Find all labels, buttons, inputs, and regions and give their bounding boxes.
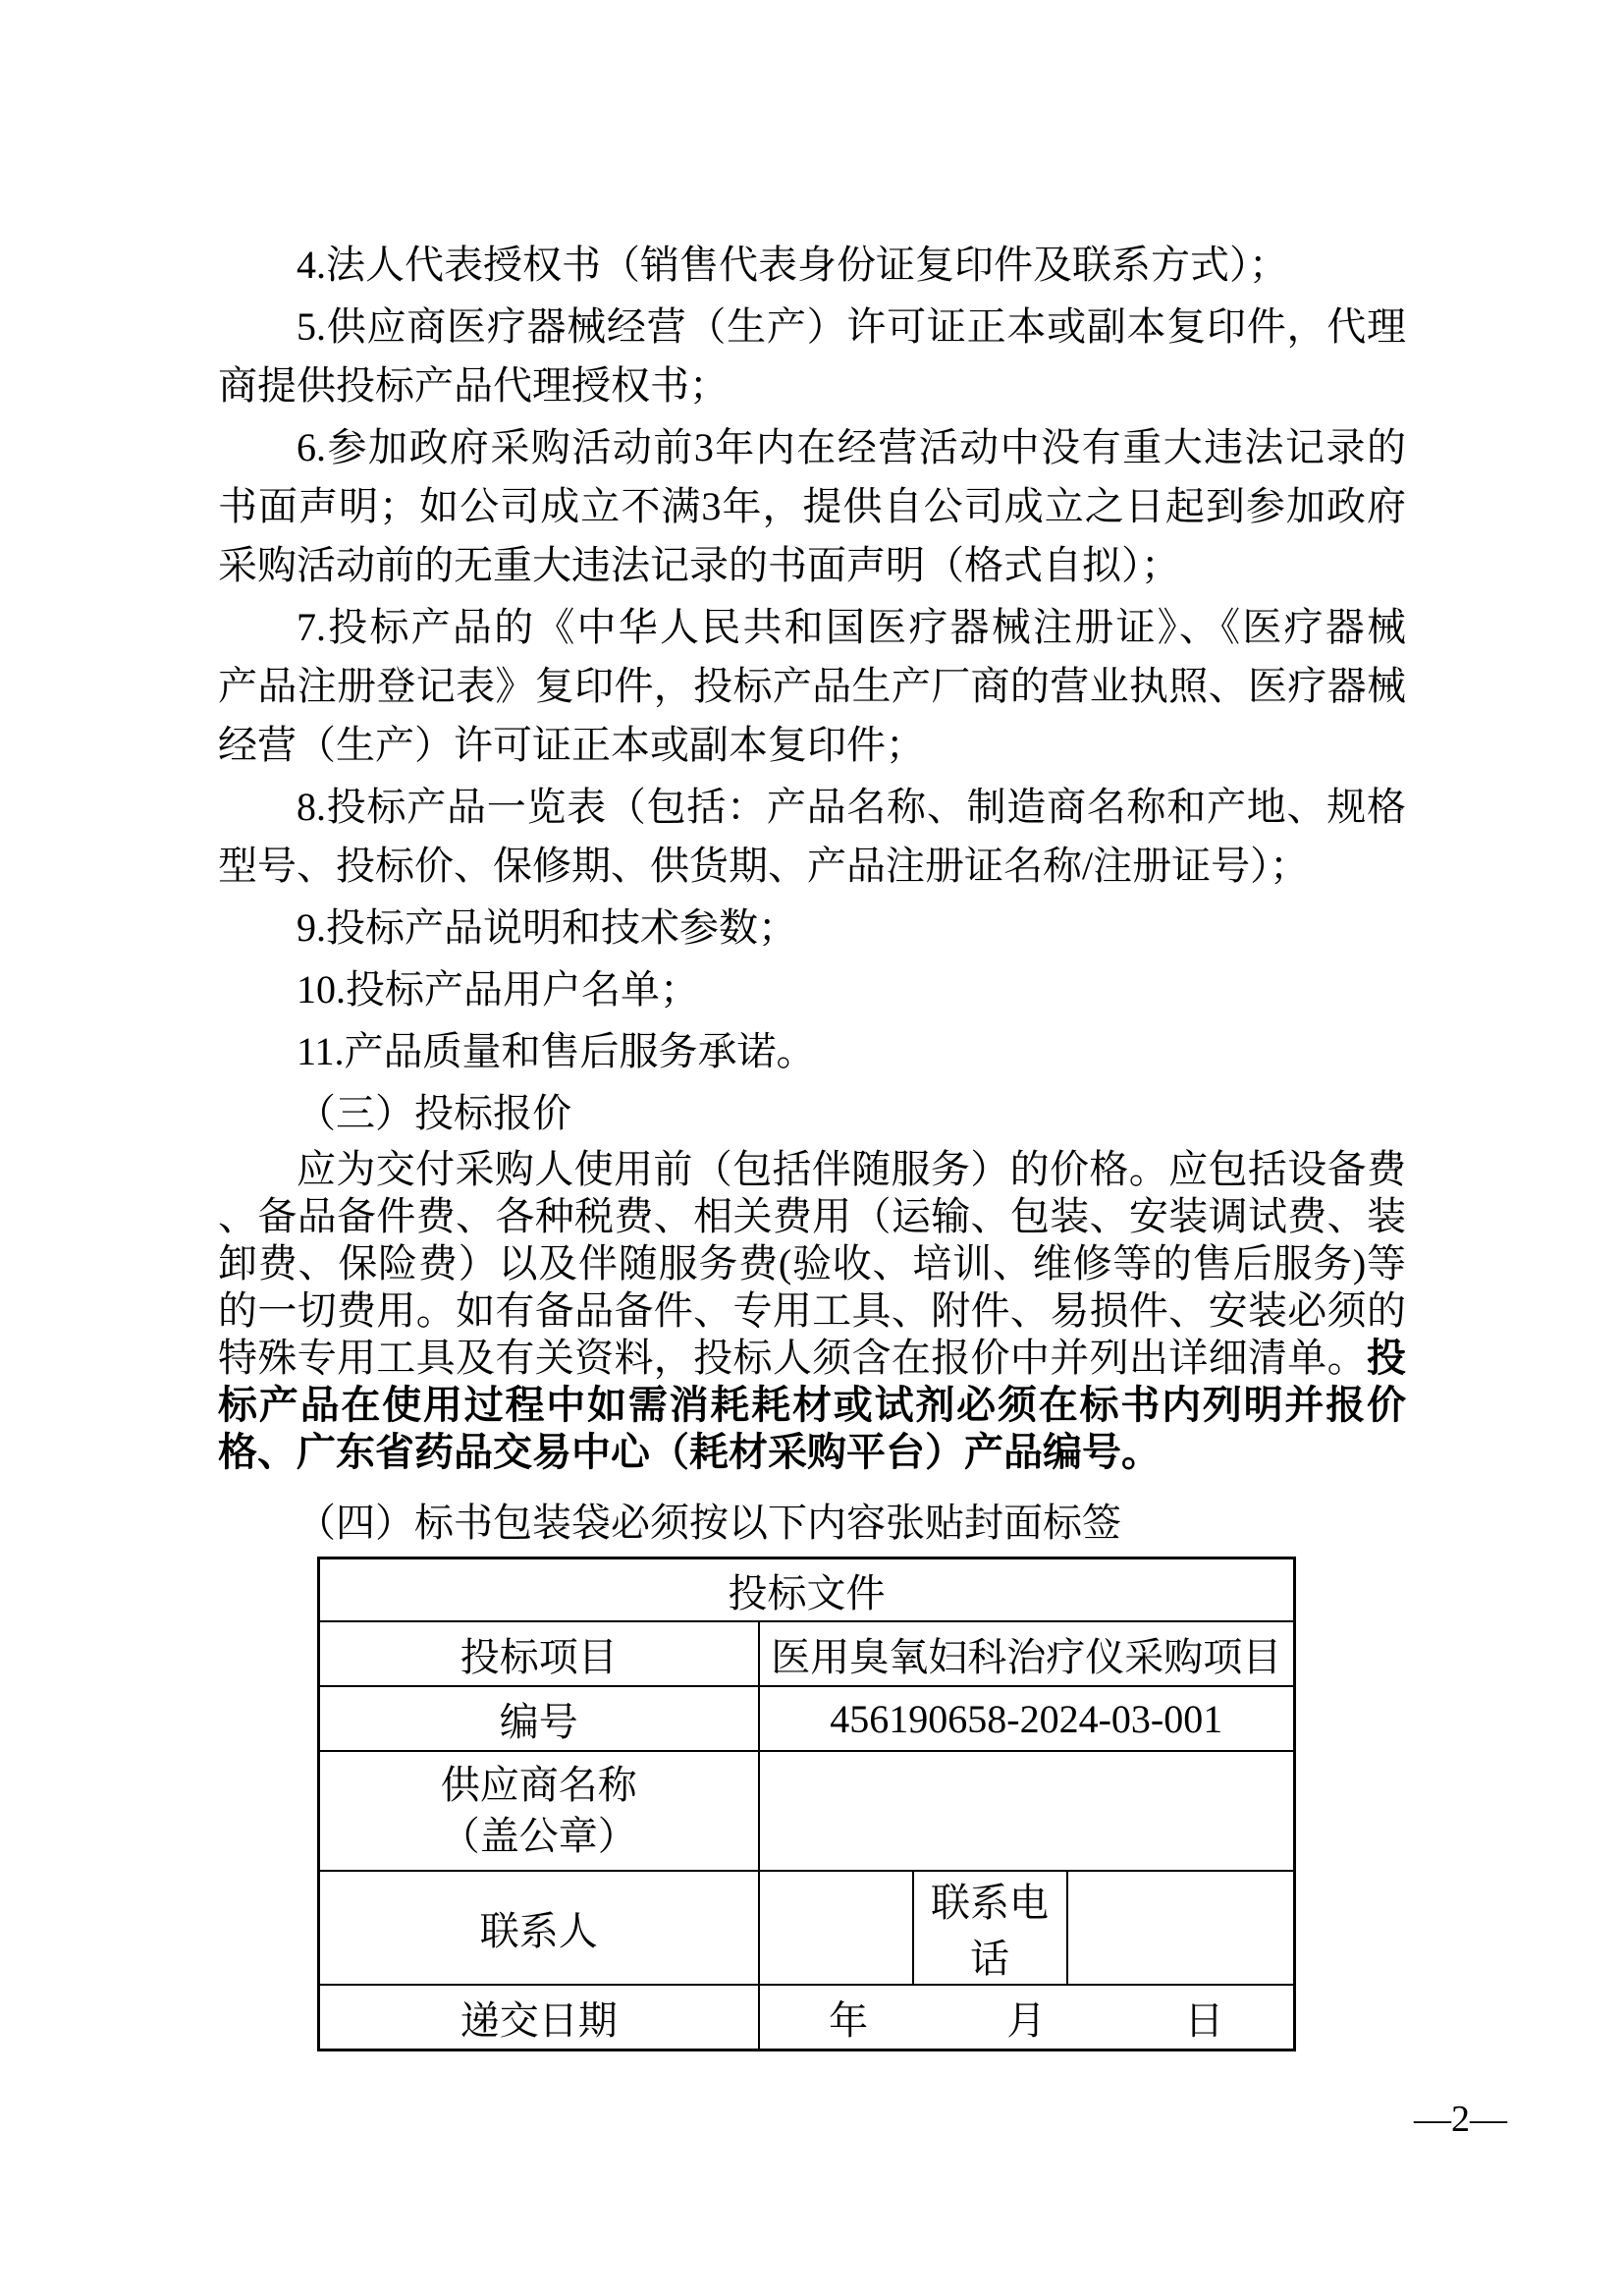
- list-item-6: [218, 418, 1406, 595]
- table-row-date: [319, 1985, 1295, 2050]
- number-value-cell: 456190658-2024-03-001: [759, 1686, 1295, 1751]
- bold-text-segment: 投: [1367, 1336, 1406, 1380]
- phone-value-cell: [1067, 1871, 1295, 1985]
- phone-label-cell: 联系电话: [913, 1871, 1067, 1985]
- list-item-9: [218, 899, 1406, 957]
- text-line: [218, 1335, 1406, 1382]
- table-row-contact: [319, 1871, 1295, 1985]
- month-label: 月: [1006, 1997, 1047, 2043]
- text-line: 书面声明；如公司成立不满3年，提供自公司成立之日起到参加政府: [218, 484, 1406, 528]
- bid-cover-label-table: [317, 1557, 1296, 2051]
- year-label: 年: [829, 1997, 869, 2043]
- supplier-label-line2: （盖公章）: [440, 1814, 637, 1858]
- number-label-cell: 编号: [319, 1686, 759, 1751]
- text-line: 9.投标产品说明和技术参数；: [297, 905, 797, 950]
- text-line: 6.参加政府采购活动前3年内在经营活动中没有重大违法记录的: [297, 425, 1406, 469]
- text-line: 采购活动前的无重大违法记录的书面声明（格式自拟）；: [218, 543, 1180, 587]
- heading-text: （四）标书包装袋必须按以下内容张贴封面标签: [297, 1501, 1121, 1545]
- text-line: 8.投标产品一览表（包括：产品名称、制造商名称和产地、规格: [297, 785, 1406, 829]
- text-line: 10.投标产品用户名单；: [297, 967, 699, 1011]
- text-line: 7.投标产品的《中华人民共和国医疗器械注册证》、《医疗器械: [297, 605, 1406, 649]
- table-row-title: [319, 1558, 1295, 1622]
- page-number: —2—: [1414, 2099, 1507, 2140]
- date-value-cell: [759, 1985, 1295, 2050]
- day-label: 日: [1184, 1997, 1224, 2043]
- list-item-11: [218, 1022, 1406, 1081]
- text-line: 5.供应商医疗器械经营（生产）许可证正本或副本复印件，代理: [297, 304, 1406, 349]
- text-segment: 特殊专用工具及有关资料，投标人须含在报价中并列出详细清单。: [218, 1336, 1367, 1380]
- text-line: 卸费、保险费）以及伴随服务费(验收、培训、维修等的售后服务)等: [218, 1241, 1406, 1285]
- supplier-value-cell: [759, 1751, 1295, 1871]
- text-line: 4.法人代表授权书（销售代表身份证复印件及联系方式）；: [297, 243, 1288, 287]
- section-heading-4: [218, 1494, 1406, 1553]
- text-line: 应为交付采购人使用前（包括伴随服务）的价格。应包括设备费: [297, 1147, 1406, 1191]
- project-value-cell: 医用臭氧妇科治疗仪采购项目: [759, 1621, 1295, 1686]
- table-title-cell: 投标文件: [319, 1558, 1295, 1622]
- list-item-8: [218, 778, 1406, 896]
- table-row-number: [319, 1686, 1295, 1751]
- contact-value-cell: [759, 1871, 913, 1985]
- text-line: 商提供投标产品代理授权书；: [218, 363, 729, 408]
- bold-text-line: 标产品在使用过程中如需消耗耗材或试剂必须在标书内列明并报价: [218, 1383, 1406, 1427]
- section-heading-3: [218, 1084, 1406, 1143]
- text-line: 型号、投标价、保修期、供货期、产品注册证名称/注册证号）；: [218, 844, 1310, 888]
- date-label-cell: 递交日期: [319, 1985, 759, 2050]
- contact-label-cell: 联系人: [319, 1871, 759, 1985]
- date-placeholder: [760, 1990, 1294, 2046]
- pricing-paragraph: [218, 1146, 1406, 1476]
- supplier-label-line1: 供应商名称: [440, 1763, 637, 1807]
- heading-text: （三）投标报价: [297, 1091, 571, 1135]
- supplier-label-cell: [319, 1751, 759, 1871]
- bold-text-line: 格、广东省药品交易中心（耗材采购平台）产品编号。: [218, 1430, 1161, 1474]
- project-label-cell: 投标项目: [319, 1621, 759, 1686]
- list-item-10: [218, 960, 1406, 1019]
- text-line: 经营（生产）许可证正本或副本复印件；: [218, 723, 925, 767]
- list-item-7: [218, 598, 1406, 775]
- list-item-4: [218, 236, 1406, 295]
- table-row-supplier: [319, 1751, 1295, 1871]
- document-body: [218, 236, 1406, 2051]
- text-line: 产品注册登记表》复印件，投标产品生产厂商的营业执照、医疗器械: [218, 664, 1406, 708]
- list-item-5: [218, 298, 1406, 415]
- table-row-project: [319, 1621, 1295, 1686]
- text-line: 的一切费用。如有备品备件、专用工具、附件、易损件、安装必须的: [218, 1288, 1406, 1333]
- text-line: 11.产品质量和售后服务承诺。: [297, 1029, 816, 1073]
- text-line: 、备品备件费、各种税费、相关费用（运输、包装、安装调试费、装: [218, 1194, 1406, 1238]
